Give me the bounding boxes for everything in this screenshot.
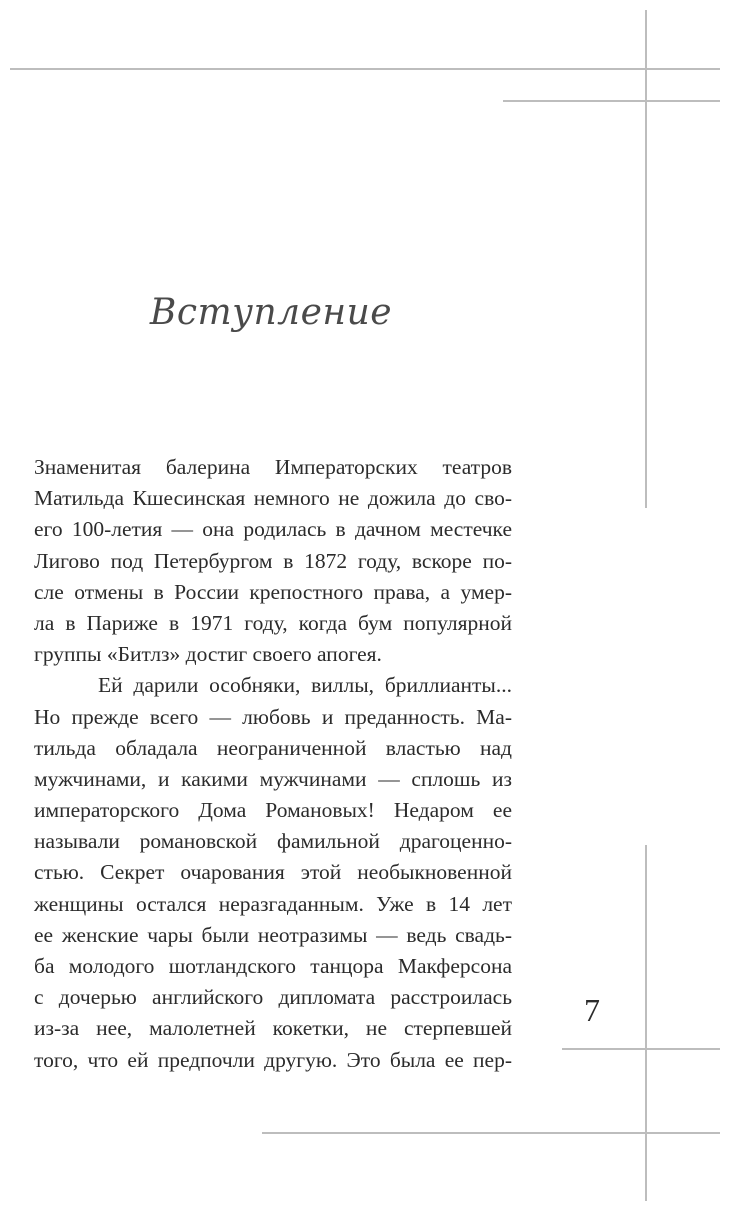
top-vertical-rule <box>645 10 647 508</box>
text-line: Лигово под Петербургом в 1872 году, вскоре по- <box>34 548 512 573</box>
paragraph-1 <box>34 452 512 670</box>
text-line: Но прежде всего — любовь и преданность. Ма- <box>34 704 512 729</box>
text-line: стью. Секрет очарования этой необыкновенной <box>34 860 512 885</box>
bottom-vertical-rule <box>645 845 647 1201</box>
text-line: называли романовской фамильной драгоценно- <box>34 829 512 854</box>
text-line: тильда обладала неограниченной властью над <box>34 735 512 760</box>
text-line: того, что ей предпочли другую. Это была ее пер- <box>34 1047 512 1072</box>
text-line: Матильда Кшесинская немного не дожила до сво- <box>34 486 512 511</box>
text-line: сле отмены в России крепостного права, а умер- <box>34 579 512 604</box>
bottom-horizontal-rule <box>262 1132 720 1134</box>
paragraph-2 <box>34 670 512 1075</box>
text-line: с дочерью английского дипломата расстроилась <box>34 985 512 1010</box>
top-short-horizontal-rule <box>503 100 720 102</box>
text-line: его 100-летия — она родилась в дачном местечке <box>34 517 512 542</box>
text-line: из-за нее, малолетней кокетки, не стерпевшей <box>34 1016 512 1041</box>
text-line: императорского Дома Романовых! Недаром ее <box>34 798 512 823</box>
text-line: ла в Париже в 1971 году, когда бум популярной <box>34 610 512 635</box>
text-line: ба молодого шотландского танцора Макферсона <box>34 954 512 978</box>
text-line: группы «Битлз» достиг своего апогея. <box>34 642 382 667</box>
chapter-title: Вступление <box>149 292 393 333</box>
top-horizontal-rule <box>10 68 720 70</box>
text-line: мужчинами, и какими мужчинами — сплошь из <box>34 766 512 791</box>
text-line: Ей дарили особняки, виллы, бриллианты... <box>98 673 512 698</box>
text-line: Знаменитая балерина Императорских театров <box>34 455 512 479</box>
page-number: 7 <box>584 992 600 1028</box>
body-text <box>34 452 512 1076</box>
text-line: ее женские чары были неотразимы — ведь свадь- <box>34 922 512 947</box>
text-line: женщины остался неразгаданным. Уже в 14 лет <box>34 891 512 916</box>
bottom-short-horizontal-rule <box>562 1048 720 1050</box>
